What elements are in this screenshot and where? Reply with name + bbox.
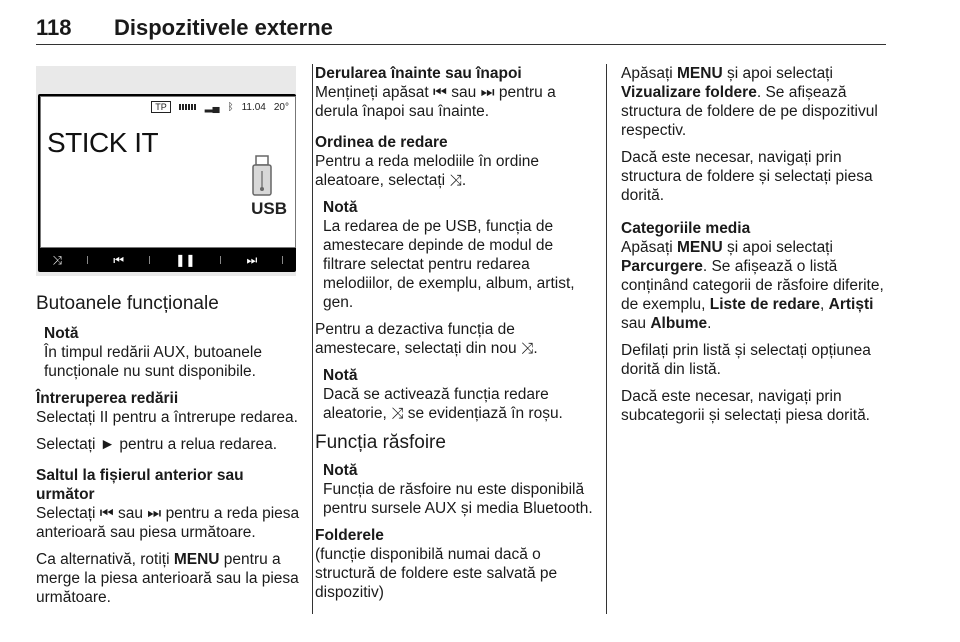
note-title: Notă [323, 367, 358, 384]
alternative-text [36, 550, 302, 607]
page-title: Dispozitivele externe [114, 15, 333, 40]
control-separator [87, 256, 88, 264]
note-title: Notă [323, 199, 358, 216]
subheading-play-order: Ordinea de redare [315, 134, 448, 151]
previous-track-icon[interactable]: ⏮ [113, 252, 125, 267]
browse-term: Parcurgere [621, 258, 703, 275]
playlists-term: Liste de redare [709, 296, 821, 313]
next-track-icon[interactable]: ⏭ [246, 252, 258, 267]
artists-term: Artiști [828, 296, 874, 313]
text-run: și apoi selectați [722, 239, 833, 256]
text-run: Apăsați [621, 65, 678, 82]
skip-text: Selectați ⏮ sau ⏭ pentru a reda piesa anterioară sau piesa următoare. [36, 505, 300, 541]
note-aux [36, 324, 302, 381]
folder-view-term: Vizualizare foldere [621, 84, 757, 101]
bluetooth-icon: ᛒ [227, 101, 234, 113]
column-1 [36, 292, 302, 615]
signal-icon: ▂▄ [204, 101, 220, 113]
screen-display [40, 96, 296, 248]
battery-icon [179, 104, 197, 110]
navigate-subcategories-text: Dacă este necesar, navigați prin subcategorii și selectați piesa dorită. [621, 388, 870, 424]
subheading-folders: Folderele [315, 527, 384, 544]
albums-term: Albume [650, 315, 708, 332]
subheading-pause: Întreruperea redării [36, 390, 179, 407]
note-usb-shuffle [315, 198, 595, 312]
usb-label: USB [251, 199, 287, 218]
folders-view-text [621, 64, 891, 140]
text-run: . [707, 315, 712, 332]
pause-text: Selectați II pentru a întrerupe redarea. [36, 409, 298, 426]
section-heading-function-buttons: Butoanele funcționale [36, 293, 219, 314]
column-divider-1 [312, 64, 313, 614]
shuffle-icon[interactable]: ⤨ [52, 252, 63, 267]
status-time: 11.04 [241, 101, 266, 113]
menu-term: MENU [677, 239, 723, 256]
playback-controls [40, 250, 296, 270]
scroll-list-text: Defilați prin listă și selectați opțiunea dorită din listă. [621, 342, 871, 378]
track-title: STICK IT [47, 127, 159, 158]
note-shuffle-red [315, 366, 595, 423]
folders-text: (funcție disponibilă numai dacă o structură de foldere este salvată pe dispozitiv) [315, 546, 558, 601]
control-separator [149, 256, 150, 264]
text-run: pentru a merge la piesa anterioară sau la piesa următoare. [36, 551, 299, 606]
text-run: sau [621, 315, 651, 332]
note-text: Dacă se activează funcția redare aleatorie, ⤨ se evidențiază în roșu. [323, 386, 563, 422]
column-2 [315, 64, 595, 610]
infotainment-screen-illustration [36, 66, 296, 276]
page-number: 118 [36, 15, 72, 40]
note-browse [315, 461, 595, 518]
usb-stick-icon [251, 155, 273, 197]
categories-text [621, 238, 891, 333]
subheading-media-categories: Categoriile media [621, 220, 751, 237]
column-3 [621, 64, 891, 433]
text-run: Ca alternativă, rotiți [36, 551, 174, 568]
column-divider-2 [606, 64, 607, 614]
deactivate-text: Pentru a dezactiva funcția de amestecare, selectați din nou ⤨. [315, 321, 538, 357]
subheading-skip: Saltul la fișierul anterior sau următor [36, 467, 244, 503]
page-header [36, 12, 886, 45]
control-separator [282, 256, 283, 264]
pause-icon[interactable]: ❚❚ [175, 253, 196, 267]
resume-text: Selectați ► pentru a relua redarea. [36, 436, 278, 453]
text-run: și apoi selectați [722, 65, 833, 82]
text-run: . Se afișează o listă conținând categorii de răsfoire diferite, de exemplu, [621, 258, 884, 313]
subheading-seek: Derularea înainte sau înapoi [315, 65, 522, 82]
control-separator [220, 256, 221, 264]
note-text: În timpul redării AUX, butoanele funcționale nu sunt disponibile. [44, 344, 262, 380]
note-text: Funcția de răsfoire nu este disponibilă pentru sursele AUX și media Bluetooth. [323, 481, 593, 517]
menu-term: MENU [677, 65, 723, 82]
section-heading-browse: Funcția răsfoire [315, 432, 446, 453]
note-text: La redarea de pe USB, funcția de amestecare depinde de modul de filtrare selectat pentru redarea melodiilor, de exemplu, album, artist, gen. [323, 218, 575, 311]
status-bar [151, 101, 289, 113]
text-run: . Se afișează structura de foldere de pe dispozitivul respectiv. [621, 84, 878, 139]
status-temperature: 20° [273, 101, 289, 113]
tp-indicator: TP [151, 101, 171, 113]
text-run: Apăsați [621, 239, 678, 256]
note-title: Notă [44, 325, 79, 342]
menu-term: MENU [173, 551, 220, 568]
order-text: Pentru a reda melodiile în ordine aleatoare, selectați ⤨. [315, 153, 540, 189]
navigate-folders-text: Dacă este necesar, navigați prin structura de foldere și selectați piesa dorită. [621, 149, 873, 204]
screen-frame [38, 94, 296, 272]
text-run: , [820, 296, 829, 313]
note-title: Notă [323, 462, 358, 479]
seek-text: Mențineți apăsat ⏮ sau ⏭ pentru a derula înapoi sau înainte. [315, 84, 556, 120]
